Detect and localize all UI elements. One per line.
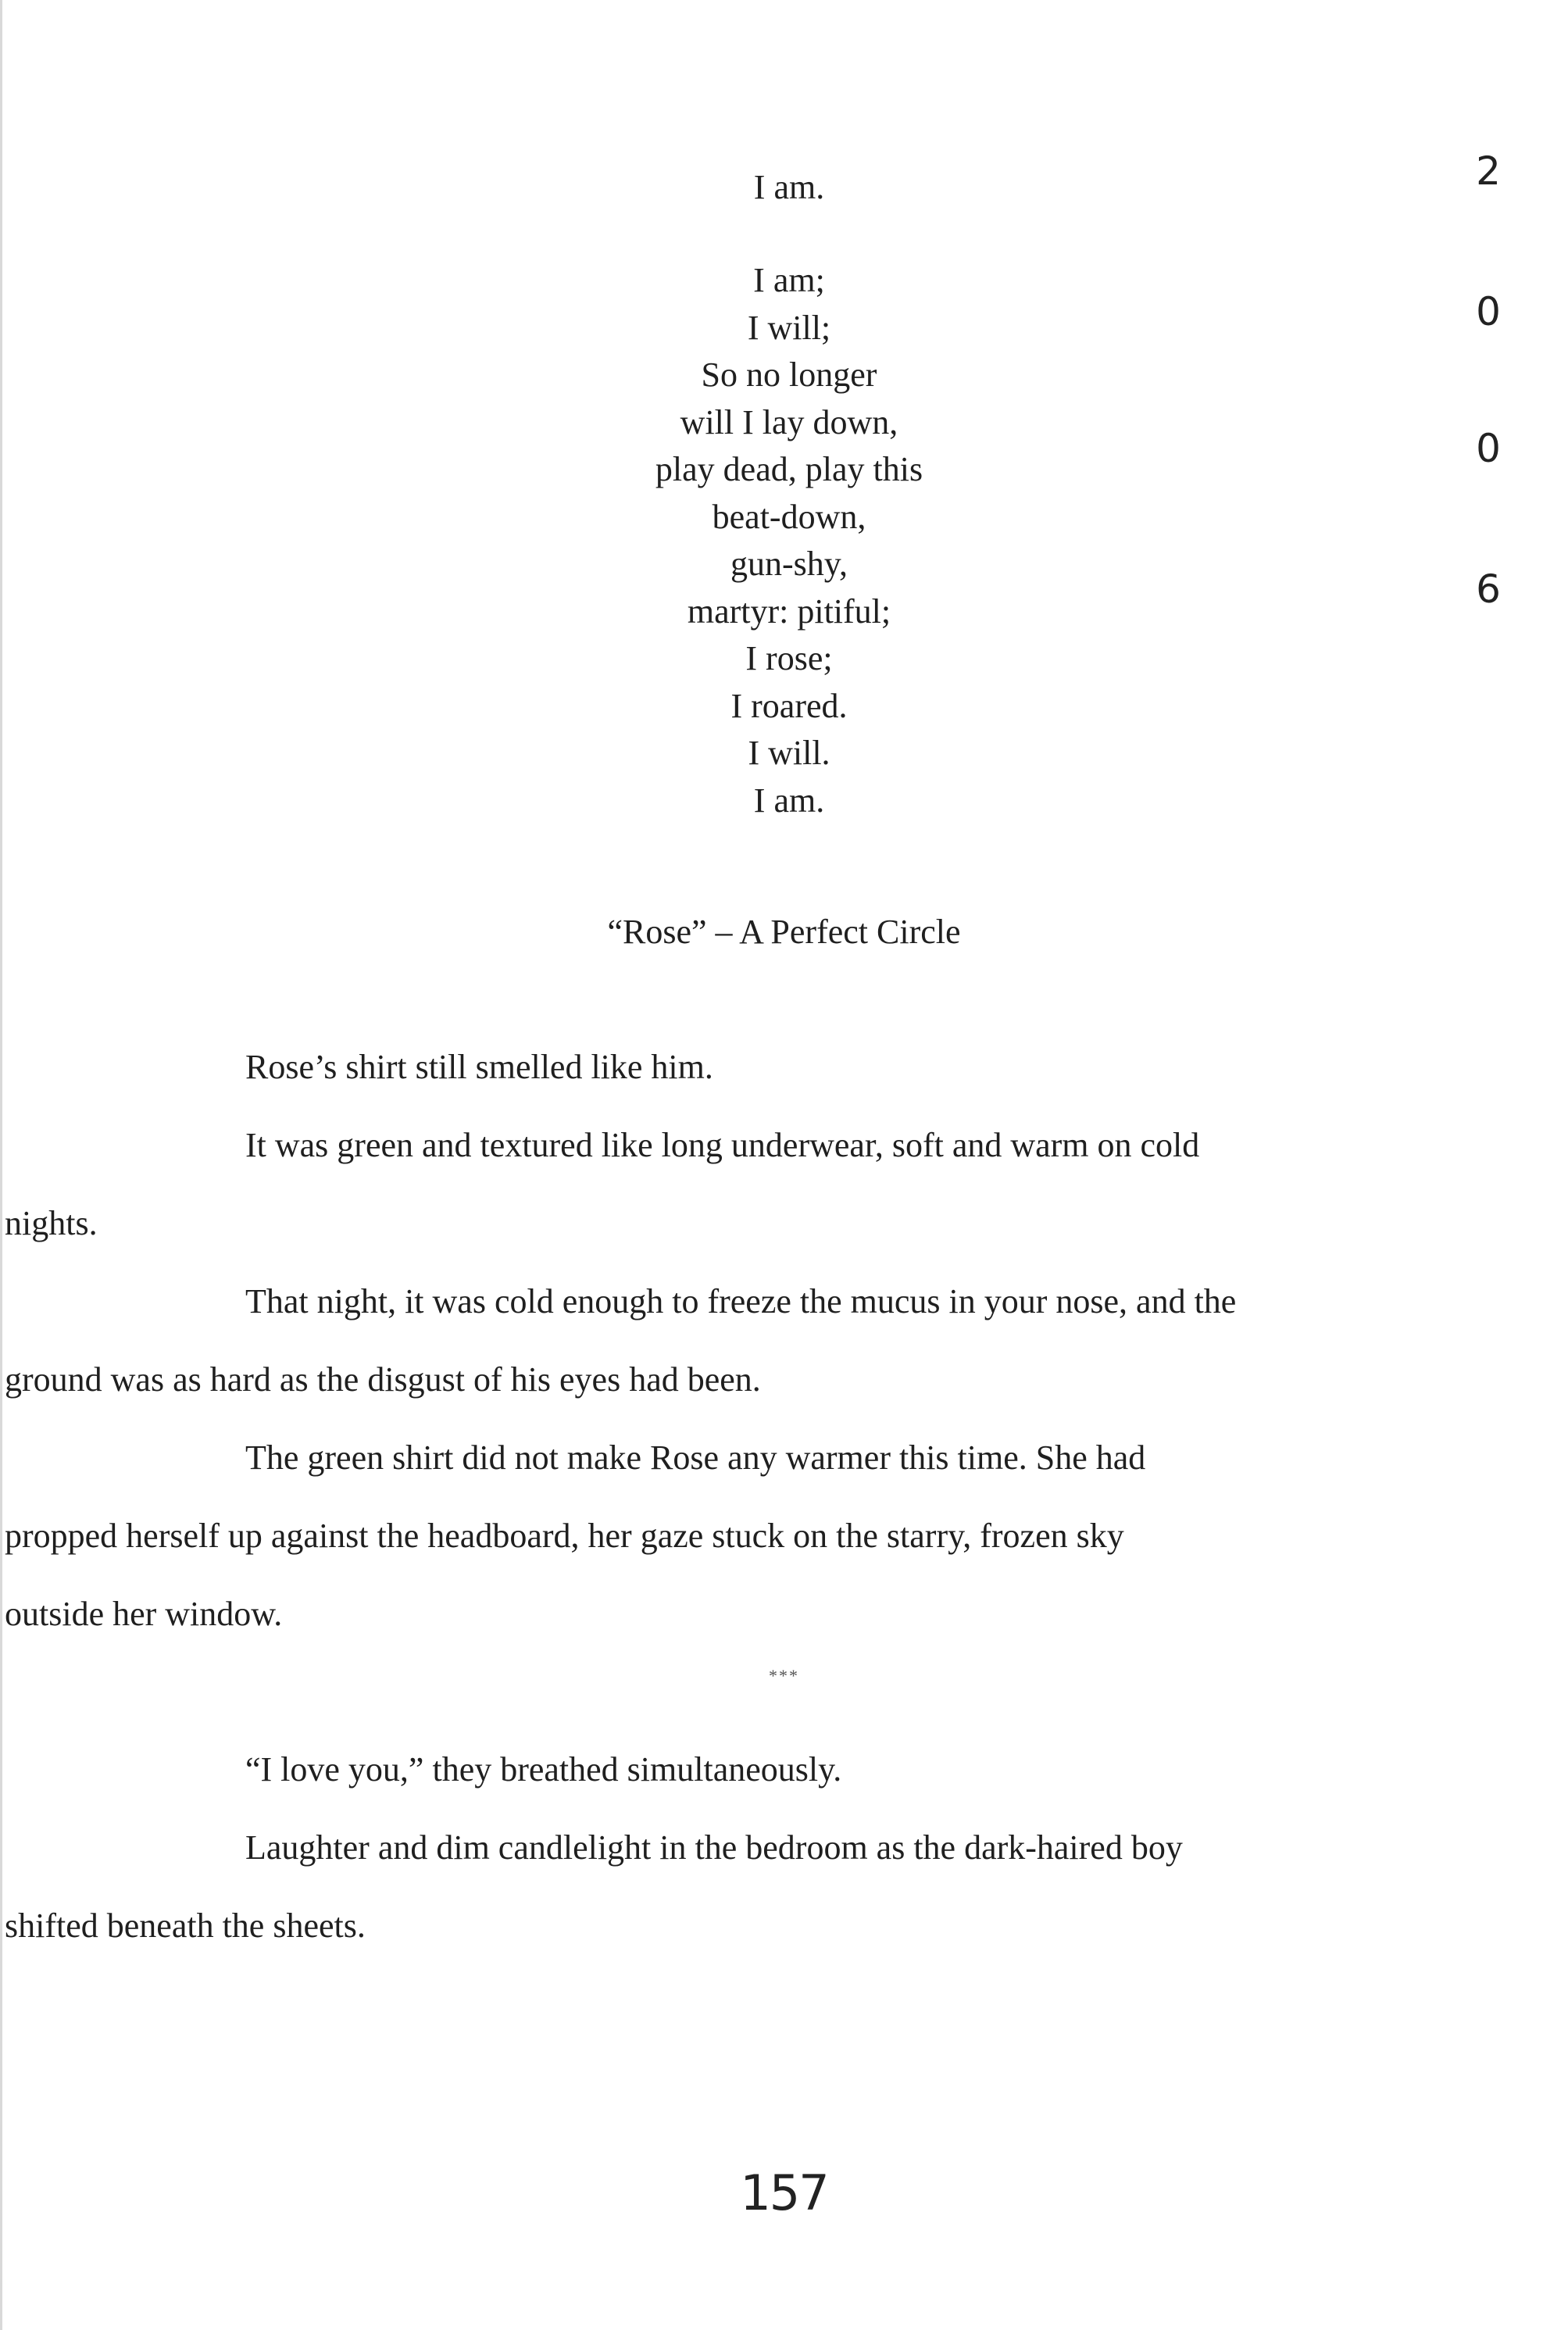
text-line: outside her window. [5, 1595, 283, 1633]
paragraph [5, 1809, 1484, 1965]
poem-line: martyr: pitiful; [687, 591, 891, 631]
poem-line: play dead, play this [655, 450, 923, 488]
year-marker-digit: 0 [1476, 289, 1501, 334]
text-line: propped herself up against the headboard, her gaze stuck on the starry, frozen sky [5, 1517, 1124, 1555]
paragraph [5, 1106, 1484, 1263]
text-line: ground was as hard as the disgust of his eyes had been. [5, 1360, 761, 1399]
year-marker-digit: 6 [1476, 566, 1501, 612]
text-line: nights. [5, 1204, 98, 1242]
year-marker-digit: 0 [1476, 426, 1501, 471]
year-marker-digit: 2 [1476, 148, 1501, 194]
poem-opening [547, 164, 1031, 212]
text-line: Rose’s shirt still smelled like him. [245, 1048, 713, 1086]
paragraph [125, 1028, 1484, 1106]
story-body-part-1 [5, 1028, 1484, 1653]
poem-line: I will; [747, 308, 831, 347]
poem-line: I will. [748, 734, 830, 772]
poem-line: I roared. [730, 686, 848, 725]
poem-line: I am. [753, 781, 825, 820]
paragraph [5, 1263, 1484, 1419]
poem-line: beat-down, [712, 497, 866, 536]
story-body-part-2 [5, 1731, 1484, 1965]
text-line: The green shirt did not make Rose any warmer this time. She had [245, 1438, 1146, 1477]
text-line: “I love you,” they breathed simultaneously. [245, 1750, 842, 1789]
text-line: shifted beneath the sheets. [5, 1907, 366, 1945]
section-break: *** [769, 1666, 799, 1685]
text-line: Laughter and dim candlelight in the bedroom as the dark-haired boy [245, 1828, 1183, 1867]
poem-line: I am; [753, 261, 825, 299]
poem-line: gun-shy, [730, 545, 848, 583]
paragraph [125, 1731, 1484, 1809]
poem-stanza [547, 257, 1031, 824]
page-number: 157 [740, 2164, 828, 2221]
text-line: It was green and textured like long underwear, soft and warm on cold [245, 1126, 1200, 1164]
poem-line: I rose; [745, 639, 833, 677]
paragraph [5, 1419, 1484, 1653]
page-edge [0, 0, 2, 2330]
story-title: “Rose” – A Perfect Circle [607, 913, 961, 951]
poem-line: So no longer [701, 356, 877, 394]
poem-line: will I lay down, [680, 402, 898, 441]
poem-line: I am. [753, 168, 825, 206]
text-line: That night, it was cold enough to freeze the mucus in your nose, and the [245, 1282, 1237, 1320]
